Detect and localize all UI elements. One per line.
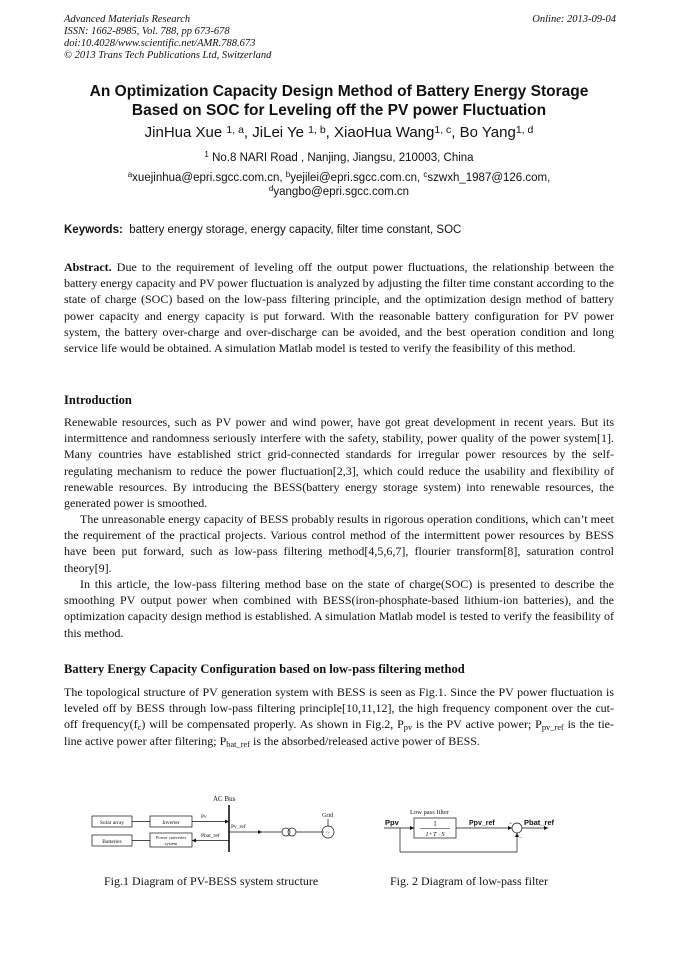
fig2-ppvref-label: Ppv_ref (469, 820, 495, 827)
intro-paragraph-1: Renewable resources, such as PV power and wind power, have got great development in recent years. But its intermittence and randomness seriously interfere with the safety, stability, power quality of the power system[1]. Many countries have established strict grid-connected standards for irregular power resources by the self-regulating mechanism to reduce the power fluctuation[2,3], which could reduce the usability and flexibility of renewable resources. By introducing the BESS(battery energy storage system) into renewable resources, the generated power is smoothed. (64, 415, 614, 511)
fig2-pbatref-label: Pbat_ref (524, 818, 555, 827)
intro-paragraph-2: The unreasonable energy capacity of BESS probably results in rigorous operation conditions, which can’t meet the requirement of the practical projects. Various control method of the intermittent power resources by BESS have been put forward, such as low-pass filtering method[4,5,6,7], flourier transform[8], saturation control theory[9]. (64, 512, 614, 575)
ac-bus-label: AC Bus (213, 795, 236, 803)
email-c[interactable]: szwxh_1987@126.com, (427, 172, 551, 184)
email-list: $^a$xuejinhua@epri.sgcc.com.cn, $^b$yejilei@epri.sgcc.com.cn, $^c$szwxh_1987@126.com, $^d$yangbo@epri.sgcc.com.cn (127, 170, 551, 198)
email-d[interactable]: yangbo@epri.sgcc.com.cn (273, 186, 410, 198)
author-sup: 1, b (308, 124, 326, 136)
pcs-label-1: Power converter (155, 835, 187, 840)
abstract-text: Due to the requirement of leveling off the output power fluctuations, the relationship between the battery energy capacity and PV power fluctuation is analyzed by adjusting the filter time constant according to the state of charge (SOC) based on the low-pass filtering principle, and the optimization design method of battery power capacity and energy capacity is put forward. With the reasonable battery configuration for PV power system, the battery over-charge and over-discharge can be avoided, and the best operation condition and long service life would be obtained. A simulation Matlab model is tested to verify the feasibility of this method. (64, 260, 615, 356)
intro-paragraph-3: In this article, the low-pass filtering method base on the state of charge(SOC) is presented to describe the smoothing PV output power when combined with BESS(iron-phosphate-based lithium-ion batteries), and the optimization capacity design method is established. A simulation Matlab model is tested to verify the feasibility of this method. (64, 577, 614, 640)
solar-array-label: Solar array (99, 820, 125, 826)
journal-name: Advanced Materials Research (64, 14, 191, 25)
affiliation-sup: 1 (204, 150, 209, 159)
keywords (64, 223, 614, 237)
batteries-label: Batteries (102, 839, 122, 845)
sum-minus-sign: − (519, 835, 523, 841)
low-pass-filter-diagram (372, 806, 555, 862)
author-list: JinHua Xue $^{1, a}$, JiLei Ye $^{1, b}$, XiaoHua Wang$^{1, c}$, Bo Yang$^{1, d}$ (144, 124, 534, 141)
sum-plus-sign: + (509, 821, 513, 827)
figure-1-caption: Fig.1 Diagram of PV-BESS system structure (104, 874, 319, 888)
author-name: JiLei Ye (252, 124, 304, 141)
journal-header (64, 14, 271, 62)
fig1-ppv-label: Pv (201, 814, 207, 820)
fig1-ppvref-label: Pv_ref (231, 824, 246, 830)
author-sup: 1, c (434, 124, 452, 136)
author-sup: 1, d (515, 124, 534, 136)
title-line-2: Based on SOC for Leveling off the PV power Fluctuation (131, 102, 547, 119)
doi: doi:10.4028/www.scientific.net/AMR.788.673 (64, 38, 256, 49)
keywords-label: Keywords: (64, 224, 123, 236)
paper-title (64, 82, 614, 120)
grid-label: Grid (322, 813, 333, 819)
author-name: XiaoHua Wang (334, 124, 435, 141)
abstract (64, 259, 614, 356)
tf-numerator: 1 (433, 820, 437, 828)
copyright: © 2013 Trans Tech Publications Ltd, Switzerland (64, 50, 272, 61)
email-b[interactable]: yejilei@epri.sgcc.com.cn, (290, 172, 421, 184)
battery-section-heading: Battery Energy Capacity Configuration based on low-pass filtering method (64, 662, 465, 676)
author-name: JinHua Xue (144, 124, 223, 141)
author-name: Bo Yang (459, 124, 516, 141)
title-line-1: An Optimization Capacity Design Method of Battery Energy Storage (89, 83, 589, 100)
summing-junction (512, 823, 522, 833)
inverter-label: Inverter (162, 820, 180, 826)
issn: ISSN: 1662-8985, Vol. 788, pp 673-678 (64, 26, 230, 37)
introduction-heading: Introduction (64, 393, 132, 407)
tf-denominator: 1+T · S (425, 831, 445, 838)
affiliation-text: No.8 NARI Road , Nanjing, Jiangsu, 210003, China (212, 152, 474, 164)
filter-block-title: Low pass filter (410, 809, 449, 816)
svg-text:~: ~ (326, 830, 330, 837)
fig1-pbatref-label: Pbat_ref (201, 833, 220, 839)
abstract-label: Abstract. (64, 260, 112, 274)
fig2-ppv-label: Ppv (385, 818, 399, 827)
pv-bess-structure-diagram (88, 792, 388, 862)
figure-2-caption: Fig. 2 Diagram of low-pass filter (390, 874, 548, 888)
author-sup: 1, a (226, 124, 244, 136)
affiliation (64, 151, 614, 165)
pcs-label-2: system (164, 841, 178, 846)
battery-paragraph-1: The topological structure of PV generation system with BESS is seen as Fig.1. Since the PV power fluctuation is leveled off by BESS through low-pass filtering principle[10,11,12], the high frequency component over the cut-off $frequency(f_c)$ will be compensated properly. As shown in Fig.2, $P_{pv}$ is the PV active power; $P_{pv\_ref}$ is the tie-line active power after filtering; $P_{bat\_ref}$ is the absorbed/released active power of BESS. (64, 685, 615, 749)
online-date: Online: 2013-09-04 (532, 14, 616, 25)
email-a[interactable]: xuejinhua@epri.sgcc.com.cn, (132, 172, 283, 184)
keywords-text: battery energy storage, energy capacity, filter time constant, SOC (129, 224, 462, 236)
